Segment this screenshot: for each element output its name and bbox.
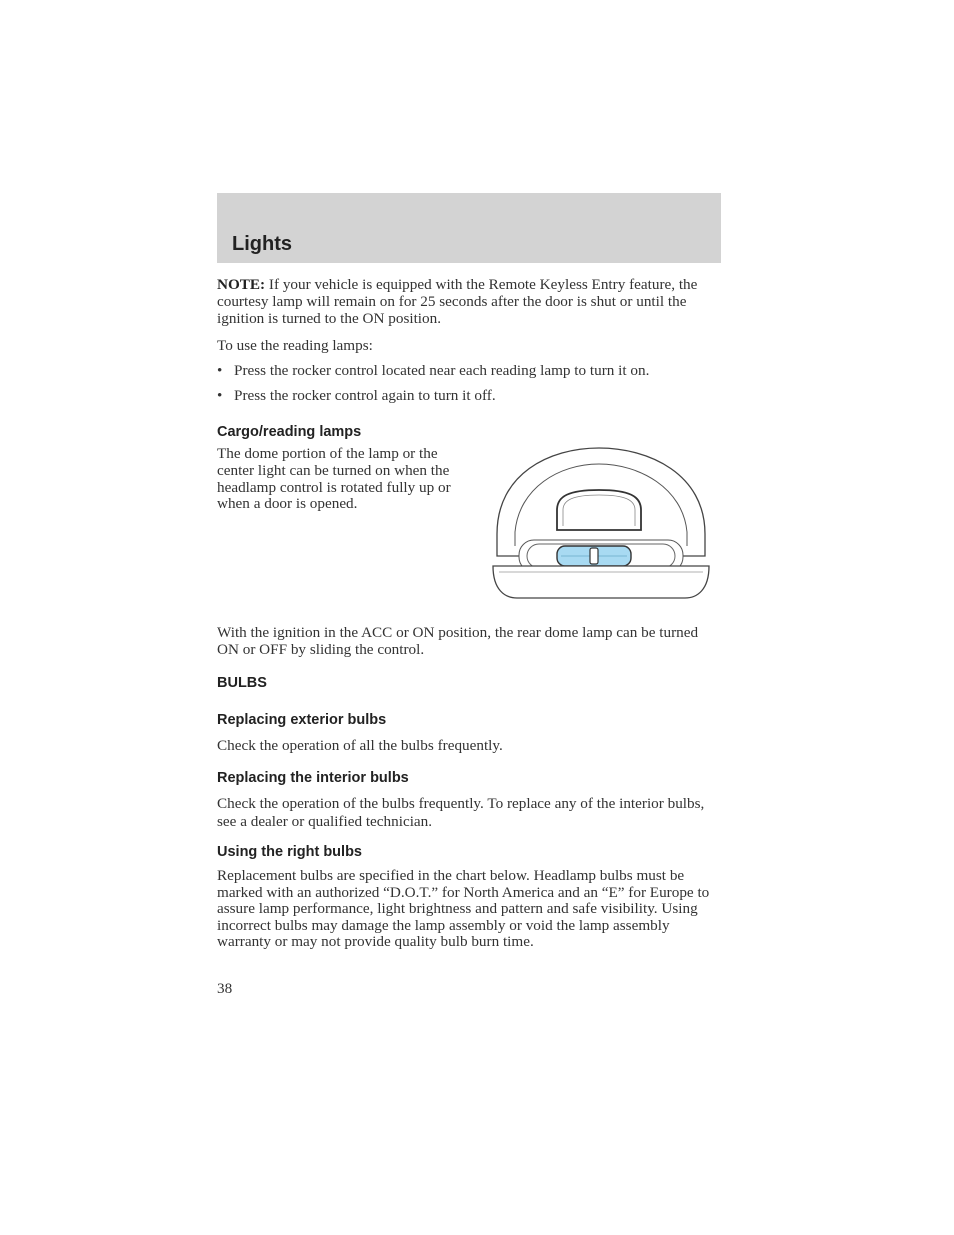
cargo-section [217,446,721,616]
section-header-band [217,193,721,263]
note-text: If your vehicle is equipped with the Remote Keyless Entry feature, the courtesy lamp will remain on for 25 seconds after the door is shut or until the ignition is turned to the ON position. [217,276,698,327]
interior-bulbs-text: Check the operation of the bulbs frequently. To replace any of the interior bulbs, see a dealer or qualified technician. [217,795,705,830]
page-content [217,276,721,951]
exterior-bulbs-text: Check the operation of all the bulbs frequently. [217,737,503,754]
cargo-heading: Cargo/reading lamps [217,424,362,440]
list-item [217,362,721,379]
note-paragraph [217,276,721,327]
section-title: Lights [232,233,292,255]
reading-steps-list [217,362,721,404]
reading-intro: To use the reading lamps: [217,337,373,354]
bulbs-heading: BULBS [217,675,267,691]
dome-lamp-illustration [489,444,713,604]
list-item-text: Press the rocker control located near each reading lamp to turn it on. [234,362,650,379]
list-item-text: Press the rocker control again to turn it off. [234,387,496,404]
note-label: NOTE: [217,276,266,293]
cargo-description: The dome portion of the lamp or the center light can be turned on when the headlamp control is rotated fully up or when a door is opened. [217,445,451,513]
ignition-paragraph: With the ignition in the ACC or ON position, the rear dome lamp can be turned ON or OFF by sliding the control. [217,624,699,658]
list-item [217,387,721,404]
interior-bulbs-heading: Replacing the interior bulbs [217,770,409,786]
page-number: 38 [217,980,233,997]
bullet-icon: • [217,362,223,379]
right-bulbs-heading: Using the right bulbs [217,844,362,860]
bullet-icon: • [217,387,223,404]
exterior-bulbs-heading: Replacing exterior bulbs [217,712,387,728]
right-bulbs-text: Replacement bulbs are specified in the chart below. Headlamp bulbs must be marked with an authorized “D.O.T.” for North America and an “E” for Europe to assure lamp performance, light brightness and pattern and safe visibility. Using incorrect bulbs may damage the lamp assembly or void the lamp assembly warranty or may not provide quality bulb burn time. [217,867,710,950]
